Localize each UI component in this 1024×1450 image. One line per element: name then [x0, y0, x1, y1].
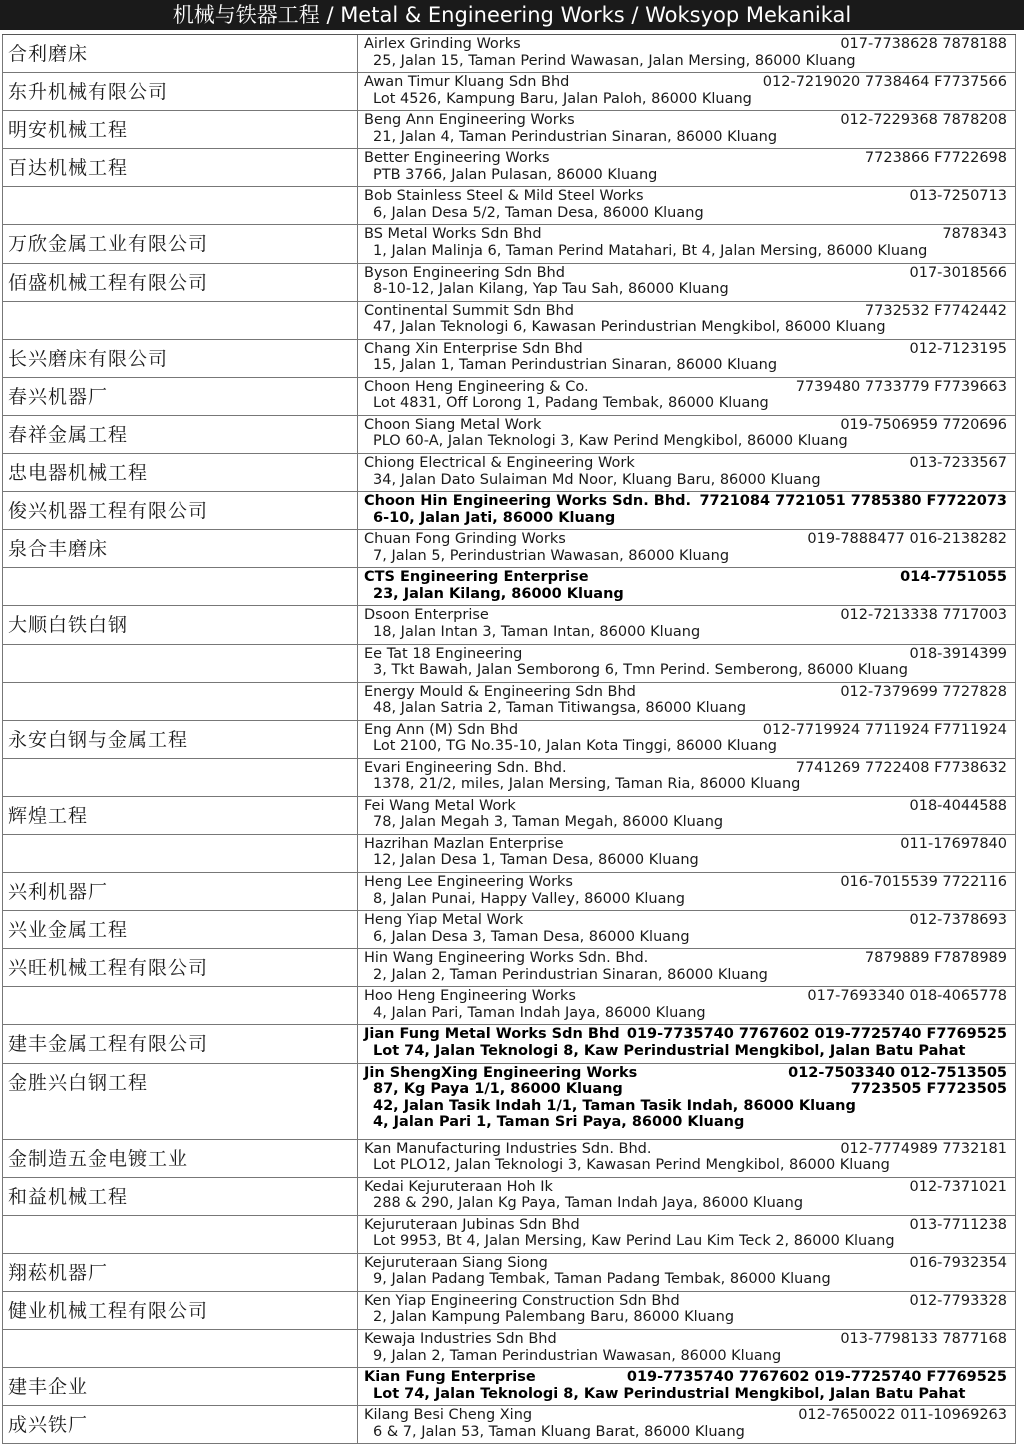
- list-item: [2, 1368, 1016, 1406]
- list-item: [2, 73, 1016, 111]
- business-name: Kewaja Industries Sdn Bhd: [364, 1331, 557, 1347]
- business-info: [358, 1254, 1016, 1291]
- address: 2, Jalan 2, Taman Perindustrian Sinaran, 86000 Kluang: [373, 966, 768, 983]
- business-info: [358, 1292, 1016, 1329]
- business-name: Byson Engineering Sdn Bhd: [364, 264, 565, 281]
- address: 2, Jalan Kampung Palembang Baru, 86000 Kluang: [373, 1309, 735, 1326]
- chinese-name: 建丰企业: [2, 1368, 358, 1405]
- business-info: [358, 1025, 1016, 1062]
- address: 8-10-12, Jalan Kilang, Yap Tau Sah, 86000 Kluang: [373, 281, 729, 298]
- chinese-name: 明安机械工程: [2, 111, 358, 148]
- business-name: Better Engineering Works: [364, 150, 550, 167]
- phone-numbers: 7878343: [942, 226, 1007, 243]
- phone-numbers: 019-7888477 016-2138282: [807, 531, 1007, 548]
- phone-numbers: 016-7015539 7722116: [840, 874, 1007, 891]
- phone-numbers: 7739480 7733779 F7739663: [795, 378, 1007, 395]
- address: Lot 74, Jalan Teknologi 8, Kaw Perindustrial Mengkibol, Jalan Batu Pahat: [373, 1385, 966, 1402]
- business-info: [358, 225, 1016, 262]
- chinese-name: 翔菘机器厂: [2, 1254, 358, 1291]
- phone-numbers: 017-7738628 7878188: [840, 36, 1007, 52]
- list-item: [2, 149, 1016, 187]
- address-additional: 4, Jalan Pari 1, Taman Sri Paya, 86000 Kluang: [373, 1114, 745, 1131]
- business-name: Kilang Besi Cheng Xing: [364, 1407, 533, 1424]
- chinese-name: 辉煌工程: [2, 797, 358, 834]
- business-name: Jin ShengXing Engineering Works: [364, 1064, 638, 1081]
- phone-numbers: 013-7250713: [909, 188, 1007, 205]
- phone-numbers: 019-7506959 7720696: [840, 416, 1007, 433]
- business-name: Continental Summit Sdn Bhd: [364, 302, 574, 319]
- business-info: [358, 35, 1016, 72]
- address: Lot PLO12, Jalan Teknologi 3, Kawasan Perind Mengkibol, 86000 Kluang: [373, 1157, 890, 1174]
- list-item: [2, 35, 1016, 73]
- address: 34, Jalan Dato Sulaiman Md Noor, Kluang Baru, 86000 Kluang: [373, 471, 821, 488]
- business-info: [358, 606, 1016, 643]
- list-item: [2, 1025, 1016, 1063]
- business-info: [358, 264, 1016, 301]
- business-name: Heng Lee Engineering Works: [364, 874, 573, 891]
- phone-numbers: 013-7711238: [909, 1216, 1007, 1233]
- phone-numbers: 012-7503340 012-7513505: [788, 1064, 1007, 1081]
- address: 4, Jalan Pari, Taman Indah Jaya, 86000 Kluang: [373, 1004, 706, 1021]
- list-item: [2, 416, 1016, 454]
- business-info: [358, 378, 1016, 415]
- chinese-name: 春祥金属工程: [2, 416, 358, 453]
- chinese-name: 永安白钢与金属工程: [2, 721, 358, 758]
- chinese-name: [2, 835, 358, 872]
- list-item: [2, 378, 1016, 416]
- business-name: Bob Stainless Steel & Mild Steel Works: [364, 188, 644, 205]
- address: 3, Tkt Bawah, Jalan Semborong 6, Tmn Perind. Semberong, 86000 Kluang: [373, 662, 908, 678]
- business-name: Awan Timur Kluang Sdn Bhd: [364, 74, 570, 91]
- phone-numbers: 7721084 7721051 7785380 F7722073: [699, 493, 1007, 510]
- address: 47, Jalan Teknologi 6, Kawasan Perindustrian Mengkibol, 86000 Kluang: [373, 319, 886, 336]
- list-item: [2, 949, 1016, 987]
- business-name: Hoo Heng Engineering Works: [364, 988, 576, 1005]
- business-info: [358, 1406, 1016, 1443]
- address: 1, Jalan Malinja 6, Taman Perind Matahari, Bt 4, Jalan Mersing, 86000 Kluang: [373, 242, 928, 259]
- business-name: Evari Engineering Sdn. Bhd.: [364, 759, 567, 776]
- business-info: [358, 1178, 1016, 1215]
- phone-numbers: 019-7735740 7767602 019-7725740 F7769525: [626, 1369, 1007, 1386]
- phone-numbers: 012-7219020 7738464 F7737566: [762, 74, 1007, 91]
- address: 21, Jalan 4, Taman Perindustrian Sinaran, 86000 Kluang: [373, 128, 778, 145]
- business-name: Chuan Fong Grinding Works: [364, 531, 566, 548]
- list-item: [2, 1292, 1016, 1330]
- chinese-name: 金胜兴白钢工程: [2, 1064, 358, 1139]
- address: 78, Jalan Megah 3, Taman Megah, 86000 Kluang: [373, 814, 724, 831]
- address: 7, Jalan 5, Perindustrian Wawasan, 86000 Kluang: [373, 547, 730, 564]
- address: 48, Jalan Satria 2, Taman Titiwangsa, 86000 Kluang: [373, 700, 747, 717]
- business-info: [358, 645, 1016, 682]
- phone-numbers: 012-7379699 7727828: [840, 683, 1007, 700]
- list-item: [2, 797, 1016, 835]
- phone-numbers: 012-7719924 7711924 F7711924: [762, 721, 1007, 738]
- business-info: [358, 1140, 1016, 1177]
- business-listing: [2, 34, 1016, 1444]
- phone-numbers: 7741269 7722408 F7738632: [795, 759, 1007, 776]
- phone-numbers: 012-7123195: [909, 340, 1007, 357]
- chinese-name: 金制造五金电镀工业: [2, 1140, 358, 1177]
- chinese-name: 兴旺机械工程有限公司: [2, 949, 358, 986]
- address: 15, Jalan 1, Taman Perindustrian Sinaran, 86000 Kluang: [373, 357, 778, 374]
- chinese-name: [2, 302, 358, 339]
- address: 288 & 290, Jalan Kg Paya, Taman Indah Jaya, 86000 Kluang: [373, 1195, 804, 1212]
- chinese-name: 合利磨床: [2, 35, 358, 72]
- business-info: [358, 302, 1016, 339]
- chinese-name: 忠电器机械工程: [2, 454, 358, 491]
- chinese-name: 成兴铁厂: [2, 1406, 358, 1443]
- phone-numbers: 7723866 F7722698: [864, 150, 1007, 167]
- business-info: [358, 187, 1016, 224]
- address: Lot 9953, Bt 4, Jalan Mersing, Kaw Perind Lau Kim Teck 2, 86000 Kluang: [373, 1233, 895, 1250]
- list-item: [2, 1178, 1016, 1216]
- phone-numbers: 018-3914399: [909, 645, 1007, 662]
- business-info: [358, 73, 1016, 110]
- business-info: [358, 149, 1016, 186]
- business-info: [358, 1368, 1016, 1405]
- business-name: Fei Wang Metal Work: [364, 797, 516, 814]
- business-name: Kedai Kejuruteraan Hoh Ik: [364, 1178, 553, 1195]
- business-name: Airlex Grinding Works: [364, 36, 521, 52]
- address: Lot 4831, Off Lorong 1, Padang Tembak, 86000 Kluang: [373, 395, 769, 412]
- list-item: [2, 683, 1016, 721]
- chinese-name: 佰盛机械工程有限公司: [2, 264, 358, 301]
- address: 9, Jalan 2, Taman Perindustrian Wawasan, 86000 Kluang: [373, 1347, 782, 1364]
- chinese-name: 大顺白铁白钢: [2, 606, 358, 643]
- chinese-name: 东升机械有限公司: [2, 73, 358, 110]
- business-name: Chang Xin Enterprise Sdn Bhd: [364, 340, 583, 357]
- chinese-name: 俊兴机器工程有限公司: [2, 492, 358, 529]
- directory-header: [0, 0, 1024, 30]
- chinese-name: 万欣金属工业有限公司: [2, 225, 358, 262]
- phone-numbers: 017-3018566: [909, 264, 1007, 281]
- business-name: Ee Tat 18 Engineering: [364, 645, 523, 662]
- list-item: [2, 721, 1016, 759]
- phone-numbers: 016-7932354: [909, 1254, 1007, 1271]
- phone-numbers: 012-7793328: [909, 1292, 1007, 1309]
- business-info: [358, 759, 1016, 796]
- list-item: [2, 1064, 1016, 1140]
- business-name: Beng Ann Engineering Works: [364, 112, 575, 129]
- phone-numbers: 012-7229368 7878208: [840, 112, 1007, 129]
- phone-numbers-secondary: 7723505 F7723505: [850, 1081, 1007, 1098]
- business-info: [358, 416, 1016, 453]
- list-item: [2, 187, 1016, 225]
- address: 9, Jalan Padang Tembak, Taman Padang Tembak, 86000 Kluang: [373, 1271, 831, 1288]
- business-info: [358, 492, 1016, 529]
- list-item: [2, 530, 1016, 568]
- business-info: [358, 721, 1016, 758]
- address: 8, Jalan Punai, Happy Valley, 86000 Kluang: [373, 890, 685, 907]
- list-item: [2, 987, 1016, 1025]
- phone-numbers: 012-7213338 7717003: [840, 607, 1007, 624]
- list-item: [2, 225, 1016, 263]
- business-name: Choon Siang Metal Work: [364, 416, 542, 433]
- phone-numbers: 012-7650022 011-10969263: [798, 1407, 1007, 1424]
- list-item: [2, 568, 1016, 606]
- chinese-name: 长兴磨床有限公司: [2, 340, 358, 377]
- list-item: [2, 454, 1016, 492]
- phone-numbers: 019-7735740 7767602 019-7725740 F7769525: [626, 1026, 1007, 1043]
- chinese-name: 兴业金属工程: [2, 911, 358, 948]
- list-item: [2, 759, 1016, 797]
- chinese-name: [2, 187, 358, 224]
- business-name: Eng Ann (M) Sdn Bhd: [364, 721, 519, 738]
- phone-numbers: 012-7378693: [909, 912, 1007, 929]
- business-name: BS Metal Works Sdn Bhd: [364, 226, 542, 243]
- address: 6 & 7, Jalan 53, Taman Kluang Barat, 86000 Kluang: [373, 1423, 745, 1440]
- phone-numbers: 012-7371021: [909, 1178, 1007, 1195]
- business-name: Kian Fung Enterprise: [364, 1369, 536, 1386]
- business-name: Hazrihan Mazlan Enterprise: [364, 835, 564, 852]
- business-name: Kan Manufacturing Industries Sdn. Bhd.: [364, 1140, 652, 1157]
- list-item: [2, 1140, 1016, 1178]
- phone-numbers: 014-7751055: [900, 569, 1007, 586]
- list-item: [2, 302, 1016, 340]
- list-item: [2, 606, 1016, 644]
- business-name: Kejuruteraan Siang Siong: [364, 1254, 548, 1271]
- list-item: [2, 873, 1016, 911]
- list-item: [2, 835, 1016, 873]
- chinese-name: 兴利机器厂: [2, 873, 358, 910]
- business-info: [358, 454, 1016, 491]
- address: PTB 3766, Jalan Pulasan, 86000 Kluang: [373, 166, 658, 183]
- phone-numbers: 7879889 F7878989: [864, 950, 1007, 967]
- business-info: [358, 797, 1016, 834]
- chinese-name: [2, 568, 358, 605]
- business-info: [358, 987, 1016, 1024]
- business-info: [358, 568, 1016, 605]
- list-item: [2, 1216, 1016, 1254]
- list-item: [2, 1254, 1016, 1292]
- business-info: [358, 530, 1016, 567]
- business-name: Hin Wang Engineering Works Sdn. Bhd.: [364, 950, 649, 967]
- list-item: [2, 340, 1016, 378]
- business-info: [358, 1216, 1016, 1253]
- address: 18, Jalan Intan 3, Taman Intan, 86000 Kluang: [373, 623, 701, 640]
- chinese-name: [2, 759, 358, 796]
- address: 6, Jalan Desa 3, Taman Desa, 86000 Kluang: [373, 928, 690, 945]
- chinese-name: 建丰金属工程有限公司: [2, 1025, 358, 1062]
- list-item: [2, 492, 1016, 530]
- business-name: Kejuruteraan Jubinas Sdn Bhd: [364, 1216, 580, 1233]
- business-info: [358, 873, 1016, 910]
- phone-numbers: 013-7233567: [909, 455, 1007, 472]
- address: 23, Jalan Kilang, 86000 Kluang: [373, 585, 624, 602]
- address: 6, Jalan Desa 5/2, Taman Desa, 86000 Kluang: [373, 204, 704, 221]
- business-info: [358, 1330, 1016, 1367]
- address: 6-10, Jalan Jati, 86000 Kluang: [373, 509, 616, 526]
- phone-numbers: 011-17697840: [900, 835, 1007, 852]
- address: 87, Kg Paya 1/1, 86000 Kluang: [373, 1081, 623, 1098]
- chinese-name: [2, 1330, 358, 1367]
- list-item: [2, 1330, 1016, 1368]
- business-info: [358, 340, 1016, 377]
- list-item: [2, 111, 1016, 149]
- chinese-name: 泉合丰磨床: [2, 530, 358, 567]
- phone-numbers: 017-7693340 018-4065778: [807, 988, 1007, 1005]
- chinese-name: [2, 987, 358, 1024]
- address: 1378, 21/2, miles, Jalan Mersing, Taman Ria, 86000 Kluang: [373, 776, 801, 793]
- phone-numbers: 013-7798133 7877168: [840, 1331, 1007, 1347]
- business-info: [358, 835, 1016, 872]
- chinese-name: 百达机械工程: [2, 149, 358, 186]
- chinese-name: [2, 1216, 358, 1253]
- chinese-name: [2, 683, 358, 720]
- business-name: Dsoon Enterprise: [364, 607, 489, 624]
- business-info: [358, 683, 1016, 720]
- business-name: Ken Yiap Engineering Construction Sdn Bhd: [364, 1292, 680, 1309]
- list-item: [2, 645, 1016, 683]
- business-info: [358, 111, 1016, 148]
- address: 25, Jalan 15, Taman Perind Wawasan, Jalan Mersing, 86000 Kluang: [373, 52, 856, 69]
- phone-numbers: 018-4044588: [909, 797, 1007, 814]
- header-title: 机械与铁器工程 / Metal & Engineering Works / Woksyop Mekanikal: [172, 3, 852, 27]
- address-additional: 42, Jalan Tasik Indah 1/1, Taman Tasik Indah, 86000 Kluang: [373, 1097, 856, 1114]
- business-info: [358, 1064, 1016, 1139]
- address: Lot 4526, Kampung Baru, Jalan Paloh, 86000 Kluang: [373, 90, 752, 107]
- business-name: CTS Engineering Enterprise: [364, 569, 589, 586]
- chinese-name: [2, 645, 358, 682]
- phone-numbers: 012-7774989 7732181: [840, 1140, 1007, 1157]
- business-name: Chiong Electrical & Engineering Work: [364, 455, 635, 472]
- phone-numbers: 7732532 F7742442: [864, 302, 1007, 319]
- list-item: [2, 264, 1016, 302]
- chinese-name: 健业机械工程有限公司: [2, 1292, 358, 1329]
- business-name: Heng Yiap Metal Work: [364, 912, 524, 929]
- list-item: [2, 911, 1016, 949]
- business-name: Choon Heng Engineering & Co.: [364, 378, 589, 395]
- address: Lot 74, Jalan Teknologi 8, Kaw Perindustrial Mengkibol, Jalan Batu Pahat: [373, 1042, 966, 1059]
- list-item: [2, 1406, 1016, 1444]
- business-info: [358, 911, 1016, 948]
- address: Lot 2100, TG No.35-10, Jalan Kota Tinggi, 86000 Kluang: [373, 738, 777, 755]
- chinese-name: 春兴机器厂: [2, 378, 358, 415]
- business-name: Energy Mould & Engineering Sdn Bhd: [364, 683, 636, 700]
- business-info: [358, 949, 1016, 986]
- business-name: Jian Fung Metal Works Sdn Bhd: [364, 1026, 620, 1043]
- address: PLO 60-A, Jalan Teknologi 3, Kaw Perind Mengkibol, 86000 Kluang: [373, 433, 848, 450]
- chinese-name: 和益机械工程: [2, 1178, 358, 1215]
- address: 12, Jalan Desa 1, Taman Desa, 86000 Kluang: [373, 852, 699, 869]
- business-name: Choon Hin Engineering Works Sdn. Bhd.: [364, 493, 692, 510]
